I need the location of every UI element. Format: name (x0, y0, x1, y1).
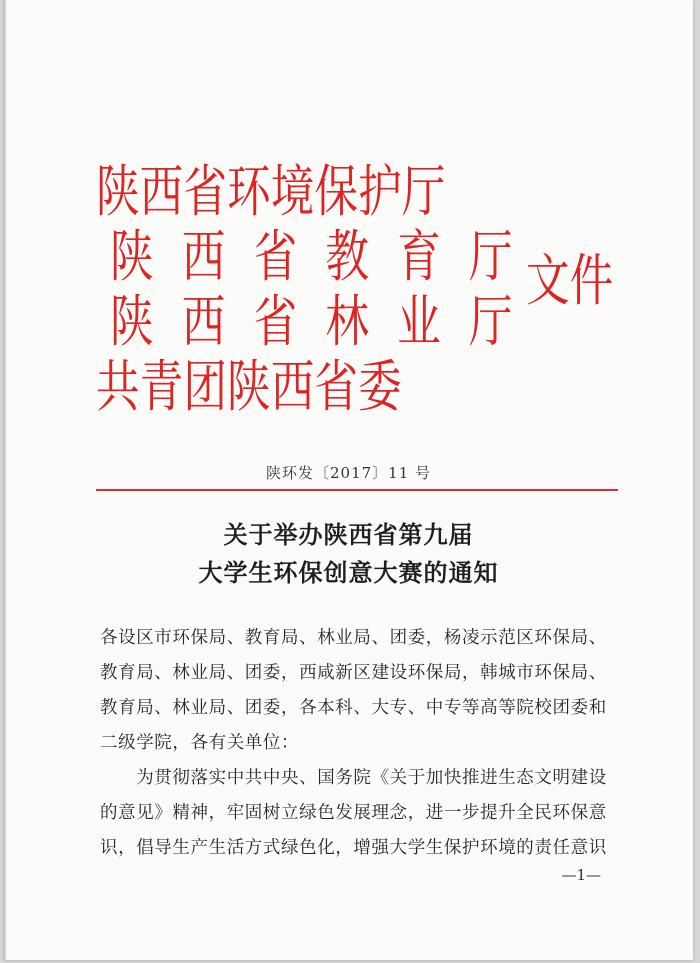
letterhead-char: 陕 (110, 290, 154, 355)
document-title-line-1: 关于举办陕西省第九届 (223, 520, 474, 549)
letterhead-char: 西 (181, 225, 226, 290)
document-title-line-2: 大学生环保创意大赛的通知 (198, 558, 499, 587)
document-number: 陕环发〔2017〕11 号 (265, 464, 432, 482)
body-line: 各设区市环保局、教育局、林业局、团委，杨凌示范区环保局、 (100, 628, 607, 648)
letterhead-suffix: 文件 (526, 249, 614, 314)
letterhead-char: 陕 (110, 225, 154, 290)
letterhead-char: 省 (253, 290, 298, 355)
body-line: 为贯彻落实中共中央、国务院《关于加快推进生态文明建设 (100, 768, 607, 788)
letterhead-org-environment: 陕西省环境保护厅 (96, 160, 446, 225)
document-page (4, 0, 693, 960)
letterhead-char: 西 (181, 290, 226, 355)
body-line: 的意见》精神，牢固树立绿色发展理念，进一步提升全民环保意 (100, 803, 607, 823)
body-line: 二级学院，各有关单位： (100, 733, 300, 753)
letterhead-char: 厅 (468, 225, 513, 290)
letterhead-org-youth-league: 共青团陕西省委 (96, 355, 402, 420)
letterhead-org-forestry (96, 290, 527, 355)
page-number: —1— (561, 866, 601, 884)
letterhead-char: 业 (397, 290, 441, 355)
letterhead-char: 育 (397, 225, 441, 290)
letterhead-char: 厅 (468, 290, 513, 355)
letterhead-char: 教 (325, 225, 369, 290)
letterhead-org-education (96, 225, 527, 290)
red-separator-line (96, 489, 618, 491)
body-line: 识，倡导生产生活方式绿色化，增强大学生保护环境的责任意识 (100, 838, 607, 858)
letterhead-char: 省 (253, 225, 298, 290)
body-line: 教育局、林业局、团委，各本科、大专、中专等高等院校团委和 (100, 698, 607, 718)
letterhead-char: 林 (325, 290, 369, 355)
body-line: 教育局、林业局、团委，西咸新区建设环保局，韩城市环保局、 (100, 663, 607, 683)
